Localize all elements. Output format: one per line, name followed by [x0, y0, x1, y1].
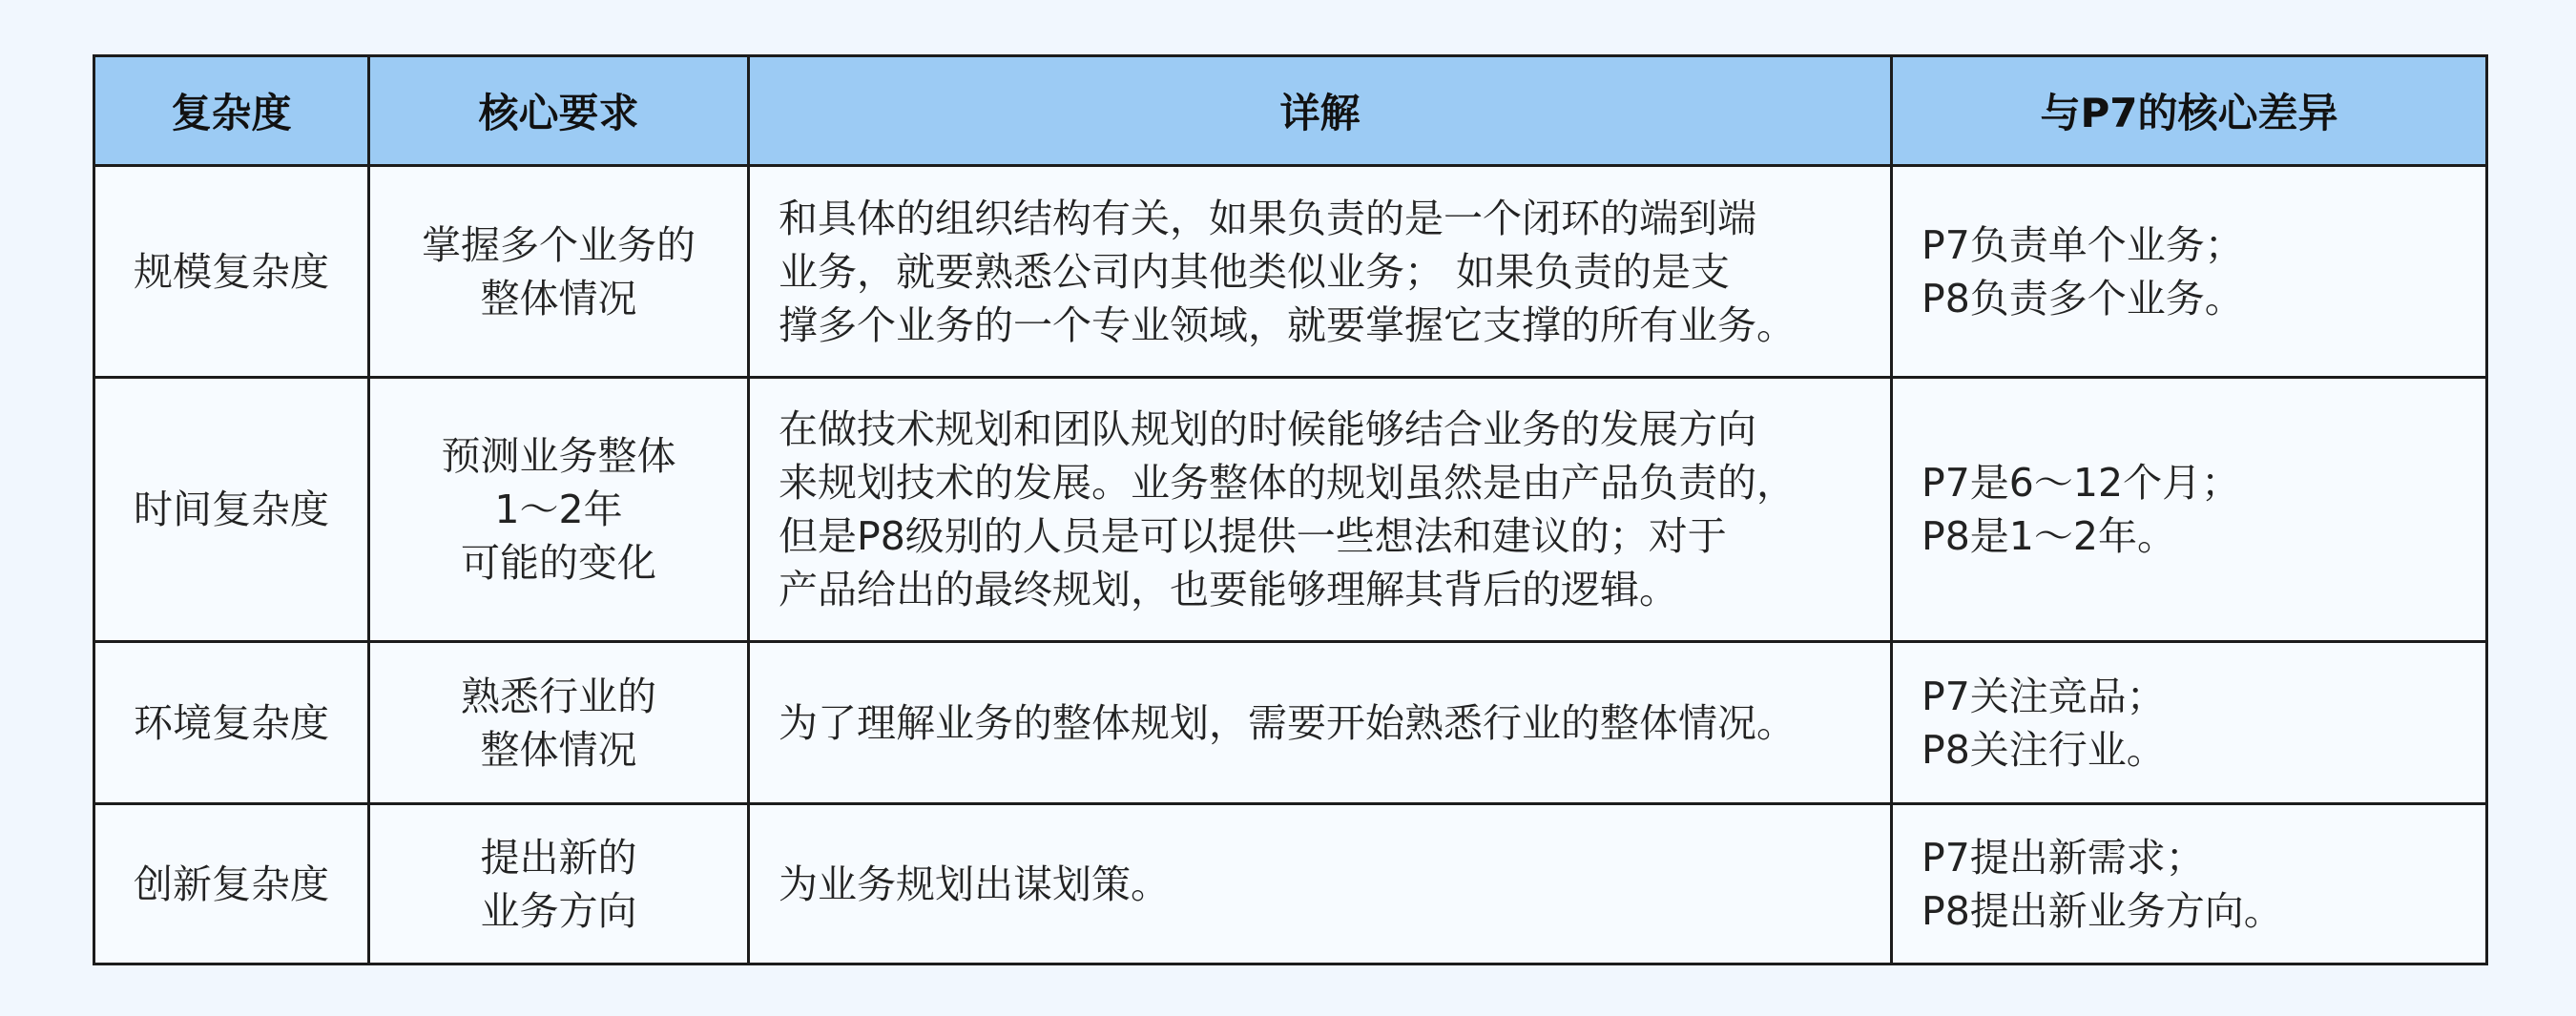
cell-complexity: 时间复杂度	[94, 378, 369, 642]
cell-requirement: 提出新的 业务方向	[369, 804, 749, 964]
cell-detail: 为了理解业务的整体规划，需要开始熟悉行业的整体情况。	[749, 642, 1892, 804]
cell-requirement: 掌握多个业务的 整体情况	[369, 166, 749, 378]
cell-complexity: 环境复杂度	[94, 642, 369, 804]
table-row	[94, 642, 2487, 804]
cell-p7-difference: P7提出新需求； P8提出新业务方向。	[1892, 804, 2487, 964]
table-row	[94, 378, 2487, 642]
complexity-table-container	[93, 54, 2485, 965]
cell-complexity: 规模复杂度	[94, 166, 369, 378]
cell-complexity: 创新复杂度	[94, 804, 369, 964]
cell-requirement: 预测业务整体 1～2年 可能的变化	[369, 378, 749, 642]
cell-p7-difference: P7关注竞品； P8关注行业。	[1892, 642, 2487, 804]
header-complexity: 复杂度	[94, 56, 369, 166]
header-core-requirement: 核心要求	[369, 56, 749, 166]
header-p7-difference: 与P7的核心差异	[1892, 56, 2487, 166]
cell-requirement: 熟悉行业的 整体情况	[369, 642, 749, 804]
cell-detail: 在做技术规划和团队规划的时候能够结合业务的发展方向 来规划技术的发展。业务整体的规划虽然是由产品负责的， 但是P8级别的人员是可以提供一些想法和建议的；对于 产品给出的最终规划，也要能够理解其背后的逻辑。	[749, 378, 1892, 642]
cell-detail: 和具体的组织结构有关，如果负责的是一个闭环的端到端 业务，就要熟悉公司内其他类似业务； 如果负责的是支 撑多个业务的一个专业领域，就要掌握它支撑的所有业务。	[749, 166, 1892, 378]
table-row	[94, 804, 2487, 964]
cell-p7-difference: P7负责单个业务； P8负责多个业务。	[1892, 166, 2487, 378]
table-body	[94, 166, 2487, 964]
complexity-table	[93, 54, 2488, 965]
table-header	[94, 56, 2487, 166]
cell-p7-difference: P7是6～12个月； P8是1～2年。	[1892, 378, 2487, 642]
header-row	[94, 56, 2487, 166]
table-row	[94, 166, 2487, 378]
cell-detail: 为业务规划出谋划策。	[749, 804, 1892, 964]
header-detail: 详解	[749, 56, 1892, 166]
